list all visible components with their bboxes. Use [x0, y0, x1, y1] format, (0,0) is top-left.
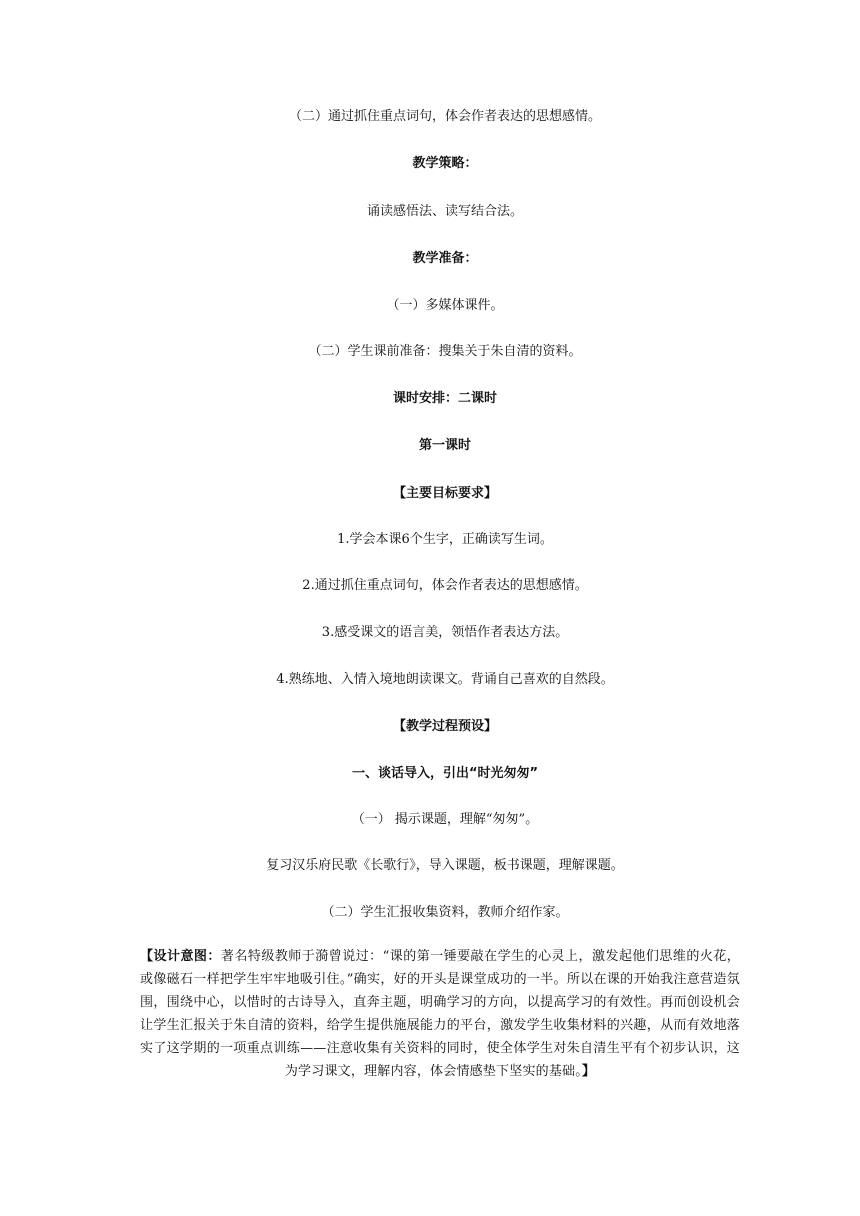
preparation-item-one: （一）多媒体课件。: [386, 298, 504, 313]
design-intent-tail: 】: [581, 1064, 596, 1079]
first-lesson-heading: 第一课时: [418, 438, 471, 453]
goal-item-two: 2.通过抓住重点词句，体会作者表达的思想感情。: [302, 578, 588, 593]
review-poem-line: 复习汉乐府民歌《长歌行》，导入课题，板书课题，理解课题。: [266, 858, 624, 873]
design-intent-lead: 【设计意图：: [140, 949, 221, 964]
section-one-heading: 一、谈话导入，引出“时光匆匆”: [351, 766, 539, 781]
goal-item-one: 1.学会本课6个生字，正确读写生词。: [337, 532, 553, 547]
class-schedule-heading: 课时安排：二课时: [392, 391, 497, 406]
design-intent-paragraph: [140, 945, 740, 1083]
main-goals-heading: 【主要目标要求】: [392, 486, 497, 501]
goal-item-three: 3.感受课文的语言美，领悟作者表达方法。: [321, 625, 569, 640]
subsection-one-line: （一） 揭示课题，理解“匆匆”。: [351, 812, 539, 827]
preparation-item-two: （二）学生课前准备：搜集关于朱自清的资料。: [308, 344, 582, 359]
design-intent-body: 著名特级教师于漪曾说过：“课的第一锤要敲在学生的心灵上，激发起他们思维的火花，或像磁石一样把学生牢牢地吸引住。”确实，好的开头是课堂成功的一半。所以在课的开始我注意营造氛围，围绕中心，以惜时的古诗导入，直奔主题，明确学习的方向，以提高学习的有效性。再而创设机会让学生汇报关于朱自清的资料，给学生提供施展能力的平台，激发学生收集材料的兴趣，从而有效地落实了这学期的一项重点训练——注意收集有关资料的同时，使全体学生对朱自清生平有个初步认识，这为学习课文，理解内容，体会情感垫下坚实的基础。: [140, 949, 740, 1079]
teaching-preparation-heading: 教学准备：: [412, 251, 478, 266]
teaching-strategy-heading: 教学策略：: [412, 156, 478, 171]
objective-two-line: （二）通过抓住重点词句，体会作者表达的思想感情。: [288, 109, 601, 124]
subsection-two-line: （二）学生汇报收集资料，教师介绍作家。: [321, 905, 569, 920]
goal-item-four: 4.熟练地、入情入境地朗读课文。背诵自己喜欢的自然段。: [276, 672, 614, 687]
teaching-strategy-text: 诵读感悟法、读写结合法。: [366, 204, 523, 219]
teaching-process-heading: 【教学过程预设】: [392, 719, 497, 734]
